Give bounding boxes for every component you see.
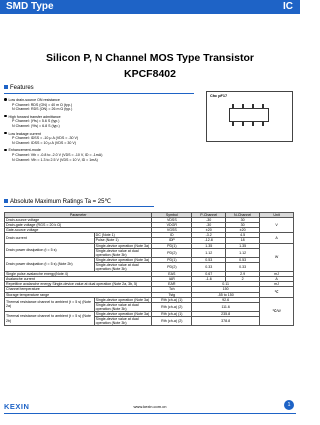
cell-parameter: Thermal resistance channel to ambient (t = 5 s) (Note 2a)	[5, 297, 95, 311]
feature-text: High forward transfer admittance	[8, 114, 61, 119]
feature-subitem: N Channel: |Yfs| = 6.8 S (typ.)	[12, 123, 60, 128]
cell-parameter: Drain power dissipation (t = 5 s) (Note 2b)	[5, 257, 95, 271]
cell-p-value: -3.2	[192, 233, 226, 238]
divider	[4, 206, 154, 207]
feature-subitem: N Channel: IDSS = 10 μ A (VDS = 30 V)	[12, 140, 76, 145]
package-label: Chc pF17	[210, 94, 228, 98]
cell-condition: Single-device operation (Note 3a)	[94, 243, 152, 248]
cell-symbol: ID	[152, 233, 192, 238]
cell-symbol: PD(2)	[152, 248, 192, 257]
website-link[interactable]: www.kexin.com.cn	[133, 404, 167, 409]
cell-p-value: 0.53	[192, 257, 226, 262]
cell-n-value: 30	[226, 218, 260, 223]
pin-icon	[242, 104, 244, 108]
pin-icon	[242, 122, 244, 126]
pin-icon	[232, 122, 234, 126]
cell-p-value: 1.35	[192, 243, 226, 248]
cell-p-value: -30	[192, 223, 226, 228]
cell-n-value: 18	[226, 238, 260, 243]
cell-n-value: 30	[226, 223, 260, 228]
cell-parameter: Avalanche current	[5, 277, 152, 282]
cell-p-value: -30	[192, 218, 226, 223]
cell-unit: ℃/W	[260, 297, 294, 326]
cell-unit: W	[260, 243, 294, 272]
category-label: IC	[283, 1, 293, 12]
cell-condition: Single-device value at dual operation (Note 3b)	[94, 302, 152, 311]
page-number-badge: 1	[284, 400, 294, 410]
cell-symbol: VDSS	[152, 218, 192, 223]
feature-text: Low drain-source ON resistance	[8, 98, 60, 102]
company-logo: KEXIN	[4, 402, 30, 411]
square-bullet-icon	[4, 199, 8, 203]
package-diagram	[206, 91, 293, 142]
cell-condition: Single-device operation (Note 3a)	[94, 297, 152, 302]
feature-subitem: N Channel: RDS (ON) = 26 m Ω (typ.)	[12, 107, 73, 112]
feature-subitem: N Channel: Vth = 1.3 to 2.5 V (VDS = 10 V, ID = 1mA)	[12, 157, 98, 162]
cell-value: -55 to 150	[192, 292, 260, 297]
cell-p-value: 0.33	[192, 262, 226, 271]
cell-condition: DC (Note 1)	[94, 233, 152, 238]
pin-icon	[232, 104, 234, 108]
features-list	[4, 98, 154, 162]
cell-symbol: IDP	[152, 238, 192, 243]
cell-n-value: 0.53	[226, 257, 260, 262]
feature-text: Low leakage current	[8, 131, 41, 136]
cell-symbol: PD(1)	[152, 257, 192, 262]
abs-max-heading	[4, 198, 111, 205]
cell-n-value: 1.35	[226, 243, 260, 248]
cell-unit: A	[260, 277, 294, 282]
cell-p-value: 1.12	[192, 248, 226, 257]
feature-subitem: P Channel: RDS (ON) = 40 m Ω (typ.)	[12, 102, 73, 107]
bullet-icon	[4, 98, 7, 101]
pin-icon	[262, 122, 264, 126]
feature-subitem: P Channel: IDSS = -10 μ A (VDS = -30 V)	[12, 136, 79, 141]
square-bullet-icon	[4, 85, 8, 89]
cell-value: 235.8	[192, 311, 260, 316]
cell-condition: Single-device value at dual operation (Note 3b)	[94, 262, 152, 271]
header-parameter: Parameter	[5, 213, 152, 218]
cell-p-value: -1.6	[192, 277, 226, 282]
header-band	[0, 0, 300, 14]
bullet-icon	[4, 149, 7, 152]
header-p-channel: P-Channel	[192, 213, 226, 218]
cell-unit: mJ	[260, 272, 294, 277]
cell-parameter: Drain current	[5, 233, 95, 243]
cell-p-value: ±20	[192, 228, 226, 233]
type-label: SMD Type	[6, 1, 54, 12]
cell-parameter: Single pulse avalanche energy(Note 4)	[5, 272, 152, 277]
features-heading-text: Features	[10, 85, 34, 91]
cell-symbol: PD(1)	[152, 243, 192, 248]
header-n-channel: N-Channel	[226, 213, 260, 218]
cell-unit: V	[260, 218, 294, 233]
feature-subitem: P Channel: |Yfs| = 5.6 S (typ.)	[12, 119, 60, 124]
cell-parameter: Thermal resistance channel to ambient (t = 5 s) (Note 2b)	[5, 311, 95, 325]
header-unit: Unit	[260, 213, 294, 218]
cell-value: 150	[192, 287, 260, 292]
cell-symbol: Rth (ch-a) (1)	[152, 311, 192, 316]
cell-condition: Single-device value at dual operation (Note 3b)	[94, 248, 152, 257]
pin-icon	[262, 104, 264, 108]
cell-symbol: Rth (ch-a) (2)	[152, 302, 192, 311]
features-heading	[4, 85, 34, 91]
feature-subitem: P Channel: Vth = -0.8 to -2.0 V (VDS = -10 V, ID = -1mA)	[12, 152, 103, 157]
header-symbol: Symbol	[152, 213, 192, 218]
cell-parameter: Drain-source voltage	[5, 218, 152, 223]
cell-p-value: 0.67	[192, 272, 226, 277]
bullet-icon	[4, 132, 7, 135]
bullet-icon	[4, 115, 7, 118]
cell-condition: Single-device operation (Note 3a)	[94, 257, 152, 262]
cell-parameter: Gate-source voltage	[5, 228, 152, 233]
cell-unit: ℃	[260, 287, 294, 297]
cell-value: 0.11	[192, 282, 260, 287]
cell-unit: A	[260, 233, 294, 243]
cell-symbol: Tstg	[152, 292, 192, 297]
cell-parameter: Storage temperature range	[5, 292, 152, 297]
divider	[4, 93, 194, 94]
cell-p-value: -12.8	[192, 238, 226, 243]
cell-value: 111.6	[192, 302, 260, 311]
feature-text: Enhancement-mode	[8, 148, 41, 153]
cell-unit: mJ	[260, 282, 294, 287]
cell-n-value: 0.33	[226, 262, 260, 271]
cell-value: 378.8	[192, 316, 260, 325]
cell-n-value: 1.12	[226, 248, 260, 257]
cell-parameter: Channel temperature	[5, 287, 152, 292]
divider	[4, 413, 296, 414]
abs-max-table	[4, 212, 294, 326]
cell-parameter: Drain-gate voltage (RGS = 20 k Ω)	[5, 223, 152, 228]
document-title: Silicon P, N Channel MOS Type Transistor	[46, 52, 254, 64]
cell-n-value: 4.5	[226, 233, 260, 238]
pin-icon	[252, 104, 254, 108]
abs-max-heading-text: Absolute Maximum Ratings Ta = 25℃	[10, 199, 112, 205]
cell-symbol: Rth (ch-a) (1)	[152, 297, 192, 302]
cell-symbol: VDGR	[152, 223, 192, 228]
package-body	[229, 108, 269, 122]
cell-condition: Single-device value at dual operation (Note 3b)	[94, 316, 152, 325]
cell-symbol: PD(2)	[152, 262, 192, 271]
cell-symbol: VGSS	[152, 228, 192, 233]
pin-icon	[252, 122, 254, 126]
cell-n-value: 2.9	[226, 272, 260, 277]
cell-symbol: EAS	[152, 272, 192, 277]
cell-n-value: 2	[226, 277, 260, 282]
cell-condition: Pulse (Note 1)	[94, 238, 152, 243]
cell-symbol: IAR	[152, 277, 192, 282]
cell-symbol: EAR	[152, 282, 192, 287]
cell-parameter: Drain power dissipation (t = 5 s)	[5, 243, 95, 257]
cell-value: 92.6	[192, 297, 260, 302]
cell-symbol: Rth (ch-a) (2)	[152, 316, 192, 325]
cell-parameter: Repetitive avalanche energy Single-device value at dual operation (Note 2a, 3b, 5)	[5, 282, 152, 287]
cell-n-value: ±20	[226, 228, 260, 233]
cell-condition: Single-device operation (Note 3a)	[94, 311, 152, 316]
part-number: KPCF8402	[124, 68, 176, 80]
cell-symbol: Tch	[152, 287, 192, 292]
